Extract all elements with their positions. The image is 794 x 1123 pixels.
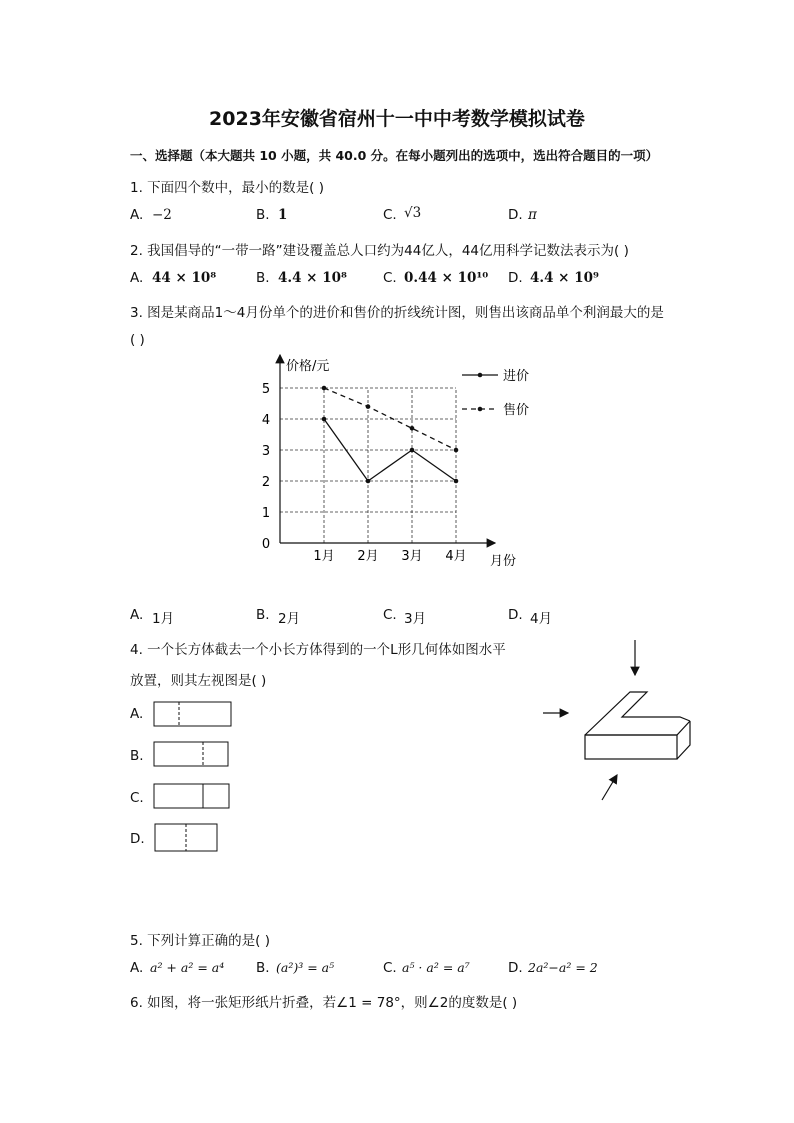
- q2-option-c-label: C.: [383, 270, 397, 286]
- q1-option-b-label: B.: [256, 207, 270, 223]
- left-view-arrow: [602, 775, 617, 800]
- q5-option-a: a² + a² = a⁴: [150, 960, 225, 975]
- question-1-stem: 1. 下面四个数中，最小的数是( ): [130, 180, 324, 196]
- q4-option-c-figure: [154, 784, 229, 808]
- x-tick-label: 2月: [357, 549, 379, 564]
- question-4-stem-cont: 放置，则其左视图是( ): [130, 673, 267, 689]
- q5-option-d-label: D.: [508, 960, 523, 976]
- y-tick-label: 1: [261, 506, 271, 521]
- q5-option-c-label: C.: [383, 960, 397, 976]
- section-heading: 一、选择题（本大题共 10 小题，共 40.0 分。在每小题列出的选项中，选出符合题目的一项）: [130, 148, 659, 163]
- y-axis-title: 价格/元: [286, 359, 330, 374]
- q2-option-a-label: A.: [130, 270, 144, 286]
- data-point-cost: [366, 479, 371, 484]
- q5-option-b: (a²)³ = a⁵: [276, 960, 335, 975]
- q4-option-c-label: C.: [130, 790, 144, 806]
- q1-option-a: −2: [152, 207, 172, 223]
- q4-option-d-label: D.: [130, 831, 145, 847]
- q5-option-c: a⁵ · a² = a⁷: [402, 960, 470, 975]
- question-5-stem: 5. 下列计算正确的是( ): [130, 933, 270, 949]
- data-point-cost: [410, 448, 415, 453]
- legend-marker: [478, 373, 483, 378]
- legend-label-cost: 进价: [503, 369, 530, 384]
- q2-option-d-label: D.: [508, 270, 523, 286]
- q2-option-a: 44 × 10⁸: [152, 270, 217, 286]
- q5-option-a-label: A.: [130, 960, 144, 976]
- q1-option-a-label: A.: [130, 207, 144, 223]
- data-point-sale: [366, 404, 371, 409]
- y-tick-label: 5: [261, 382, 271, 397]
- legend-label-sale: 售价: [503, 403, 530, 418]
- x-axis-title: 月份: [490, 554, 517, 569]
- q4-option-a-figure: [154, 702, 231, 726]
- data-point-sale: [410, 426, 415, 431]
- q2-option-b: 4.4 × 10⁸: [278, 270, 347, 286]
- q1-option-d: π: [528, 207, 537, 223]
- question-6-stem: 6. 如图，将一张矩形纸片折叠，若∠1 = 78°，则∠2的度数是( ): [130, 995, 518, 1011]
- l-shaped-solid-figure: [535, 635, 700, 810]
- q1-option-c: √3: [404, 205, 422, 221]
- x-tick-label: 4月: [445, 549, 467, 564]
- q3-option-d: 4月: [530, 611, 553, 627]
- data-point-sale: [322, 386, 327, 391]
- q3-option-b: 2月: [278, 611, 301, 627]
- q3-option-a: 1月: [152, 611, 175, 627]
- q1-option-c-label: C.: [383, 207, 397, 223]
- question-2-stem: 2. 我国倡导的“一带一路”建设覆盖总人口约为44亿人，44亿用科学记数法表示为( ): [130, 243, 629, 259]
- q3-option-d-label: D.: [508, 607, 523, 623]
- q3-option-c-label: C.: [383, 607, 397, 623]
- y-tick-label: 2: [261, 475, 271, 490]
- q4-option-b-label: B.: [130, 748, 144, 764]
- q4-option-a-label: A.: [130, 706, 144, 722]
- x-tick-label: 1月: [313, 549, 335, 564]
- price-line-chart: [250, 350, 550, 575]
- q1-option-d-label: D.: [508, 207, 523, 223]
- q4-option-b-figure: [154, 742, 228, 766]
- question-4-stem: 4. 一个长方体截去一个小长方体得到的一个L形几何体如图水平: [130, 642, 506, 658]
- q3-option-b-label: B.: [256, 607, 270, 623]
- y-tick-label: 3: [261, 444, 271, 459]
- q3-option-a-label: A.: [130, 607, 144, 623]
- x-tick-label: 3月: [401, 549, 423, 564]
- q2-option-c: 0.44 × 10¹⁰: [404, 270, 489, 286]
- y-tick-label: 4: [261, 413, 271, 428]
- q2-option-b-label: B.: [256, 270, 270, 286]
- q3-option-c: 3月: [404, 611, 427, 627]
- data-point-sale: [454, 448, 459, 453]
- q1-option-b: 1: [278, 207, 288, 223]
- q4-option-d-figure: [155, 824, 217, 851]
- q4-option-figures: [150, 698, 240, 858]
- q2-option-d: 4.4 × 10⁹: [530, 270, 599, 286]
- data-point-cost: [454, 479, 459, 484]
- y-tick-label: 0: [261, 537, 271, 552]
- question-3-stem-cont: ( ): [130, 332, 145, 348]
- page-title: 2023年安徽省宿州十一中中考数学模拟试卷: [209, 108, 585, 130]
- data-point-cost: [322, 417, 327, 422]
- question-3-stem: 3. 图是某商品1～4月份单个的进价和售价的折线统计图，则售出该商品单个利润最大的是: [130, 305, 664, 321]
- q5-option-d: 2a²−a² = 2: [528, 960, 598, 975]
- q5-option-b-label: B.: [256, 960, 270, 976]
- legend-marker: [478, 407, 483, 412]
